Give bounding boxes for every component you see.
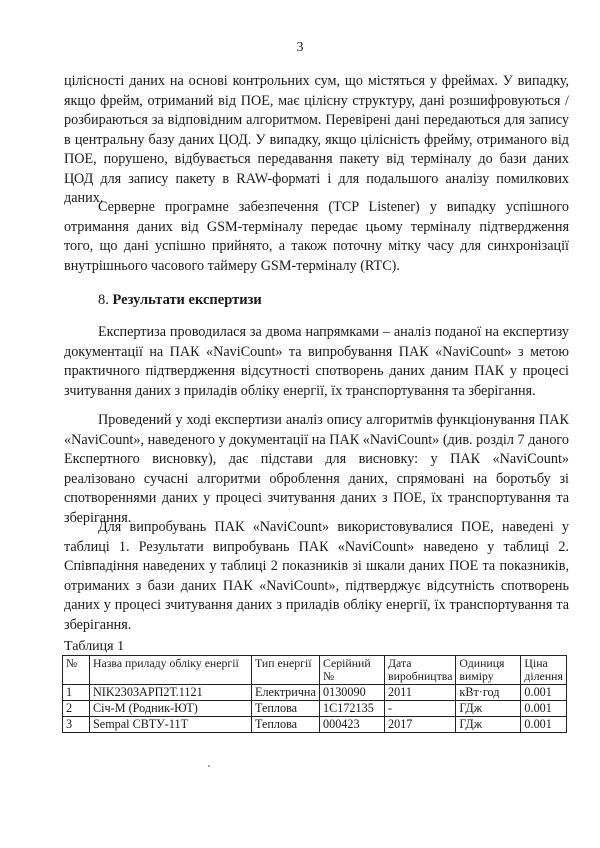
section-title: Результати експертизи <box>112 292 262 308</box>
table-cell: 1С172135 <box>320 701 385 717</box>
header-cell: Назва приладу обліку енергії <box>90 656 252 685</box>
table-cell: NIK2303АРП2Т.1121 <box>90 685 252 701</box>
table-cell: ГДж <box>456 701 521 717</box>
table-cell: 2011 <box>385 685 456 701</box>
section-number: 8. <box>98 292 109 308</box>
table-cell: 3 <box>63 717 90 733</box>
table-row <box>63 685 567 701</box>
table-cell: 0130090 <box>320 685 385 701</box>
header-cell: Тип енергії <box>252 656 320 685</box>
table-cell: Електрична <box>252 685 320 701</box>
paragraph-integrity: цілісності даних на основі контрольних сум, що містяться у фреймах. У випадку, якщо фрейм, отриманий від ПОЕ, має цілісну структуру, дані розшифровуються / розбираються за відповідним алгоритмом. Перевірені дані передаються для запису в центральну базу даних ЦОД. У випадку, якщо цілісність фрейму, отриманого від ПОЕ, порушено, відбувається передавання пакету від терміналу до бази даних ЦОД для запису пакету в RAW-форматі і для подальшого аналізу помилкових даних. <box>64 73 569 206</box>
table-cell: - <box>385 701 456 717</box>
table-cell: Теплова <box>252 717 320 733</box>
table-cell: 0.001 <box>521 717 566 733</box>
paragraph-analysis-result: Проведений у ході експертизи аналіз опису алгоритмів функціонування ПАК «NaviCount», наведеного у документації на ПАК «NaviCount» (див. розділ 7 даного Експертного висновку), дає підстави для висновку: у ПАК «NaviCount» реалізовано сучасні алгоритми оброблення даних, спрямовані на боротьбу зі спотвореннями даних у процесі зчитування даних з ПОЕ, їх транспортування та зберігання. <box>64 412 569 526</box>
paragraph-tcp-listener: Серверне програмне забезпечення (TCP Listener) у випадку успішного отримання даних від GSM-терміналу передає цьому терміналу підтвердження того, що дані успішно прийнято, а також поточну мітку часу для синхронізації внутрішнього часового таймеру GSM-терміналу (RTC). <box>64 199 569 274</box>
table-cell: кВт·год <box>456 685 521 701</box>
table-cell: 1 <box>63 685 90 701</box>
table-cell: 0.001 <box>521 685 566 701</box>
table-cell: 2017 <box>385 717 456 733</box>
paragraph-testing: Для випробувань ПАК «NaviCount» використовувалися ПОЕ, наведені у таблиці 1. Результати випробувань ПАК «NaviCount» наведено у таблиці 2. Співпадіння наведених у таблиці 2 показників зі шкали даних ПОЕ та показників, отриманих з бази даних ПАК «NaviCount», підтверджує відсутність спотворень даних у процесі зчитування даних з приладів обліку енергії, їх транспортування та зберігання. <box>64 519 569 633</box>
table-cell: ГДж <box>456 717 521 733</box>
header-cell: № <box>63 656 90 685</box>
table-row <box>63 701 567 717</box>
scan-speck <box>208 765 210 767</box>
table-cell: Теплова <box>252 701 320 717</box>
paragraph-expertise-directions: Експертиза проводилася за двома напрямками – аналіз поданої на експертизу документації на ПАК «NaviCount» та випробування ПАК «NaviCount» з метою практичного підтвердження відсутності спотворень даних даним ПАК у процесі зчитування даних з приладів обліку енергії, їх транспортування та зберігання. <box>64 324 569 399</box>
table-cell: 2 <box>63 701 90 717</box>
header-cell: Одиниця виміру <box>456 656 521 685</box>
table-header-row <box>63 656 567 685</box>
page-number: 3 <box>296 40 304 55</box>
table-caption: Таблиця 1 <box>64 639 125 654</box>
table-row <box>63 717 567 733</box>
header-cell: Ціна ділення <box>521 656 566 685</box>
meters-table <box>62 655 567 733</box>
header-cell: Серійний № <box>320 656 385 685</box>
table-cell: 000423 <box>320 717 385 733</box>
table-cell: Sempal СВТУ-11Т <box>90 717 252 733</box>
table-cell: 0.001 <box>521 701 566 717</box>
table-cell: Січ-М (Родник-ЮТ) <box>90 701 252 717</box>
section-heading <box>98 292 262 309</box>
header-cell: Дата виробництва <box>385 656 456 685</box>
